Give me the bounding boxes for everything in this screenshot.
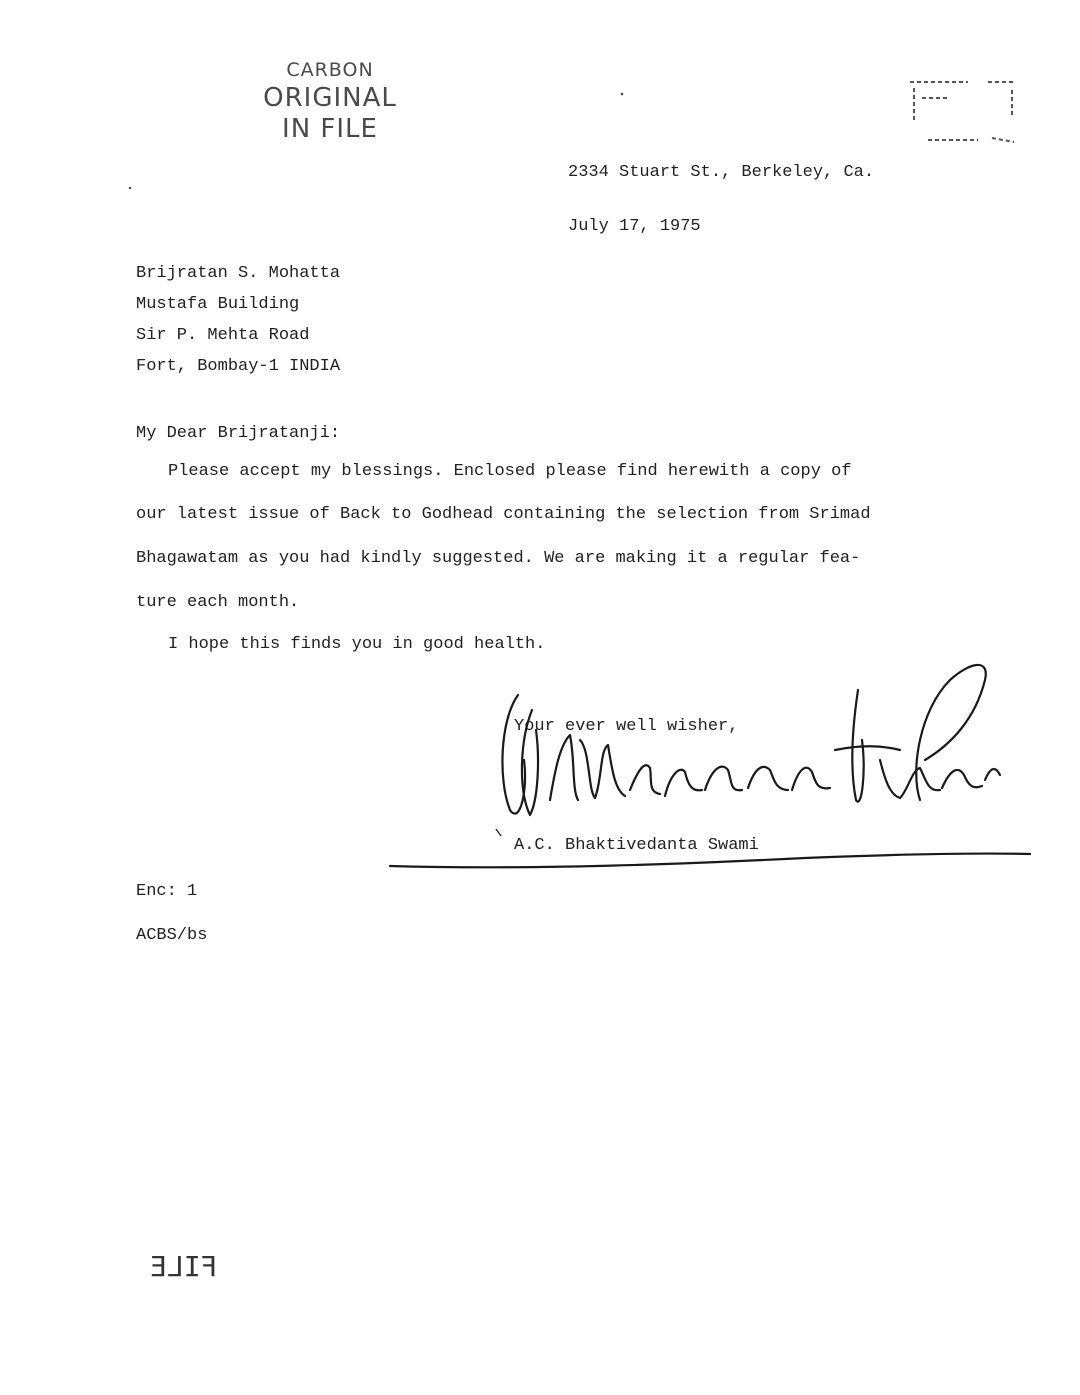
top-right-stamp-marks bbox=[908, 78, 1018, 150]
file-stamp: FILE bbox=[150, 1250, 218, 1283]
sender-address: 2334 Stuart St., Berkeley, Ca. bbox=[568, 163, 875, 182]
handwritten-signature bbox=[480, 650, 1020, 850]
speck-mark bbox=[128, 186, 132, 190]
speck-mark bbox=[620, 92, 624, 96]
signature-name: A.C. Bhaktivedanta Swami bbox=[514, 836, 759, 855]
letter-date: July 17, 1975 bbox=[568, 217, 701, 236]
recipient-building: Mustafa Building bbox=[136, 295, 300, 314]
enclosure-line: Enc: 1 bbox=[136, 882, 198, 901]
salutation: My Dear Brijratanji: bbox=[136, 424, 341, 443]
recipient-name: Brijratan S. Mohatta bbox=[136, 264, 341, 283]
carbon-stamp bbox=[255, 58, 405, 144]
body-line: our latest issue of Back to Godhead containing the selection from Srimad bbox=[136, 505, 871, 524]
tick-mark bbox=[495, 828, 503, 838]
recipient-road: Sir P. Mehta Road bbox=[136, 326, 310, 345]
stamp-line-original: ORIGINAL bbox=[263, 83, 397, 113]
body-line: ture each month. bbox=[136, 593, 300, 612]
sign-off: Your ever well wisher, bbox=[514, 717, 739, 736]
stamp-line-in-file: IN FILE bbox=[282, 114, 378, 144]
signature-underline bbox=[385, 850, 1035, 874]
stamp-line-carbon: CARBON bbox=[286, 59, 374, 81]
body-line: Please accept my blessings. Enclosed please find herewith a copy of bbox=[168, 462, 852, 481]
closing-paragraph: I hope this finds you in good health. bbox=[168, 635, 546, 654]
body-line: Bhagawatam as you had kindly suggested. We are making it a regular fea- bbox=[136, 549, 861, 568]
typist-initials: ACBS/bs bbox=[136, 926, 208, 945]
recipient-city: Fort, Bombay-1 INDIA bbox=[136, 357, 341, 376]
